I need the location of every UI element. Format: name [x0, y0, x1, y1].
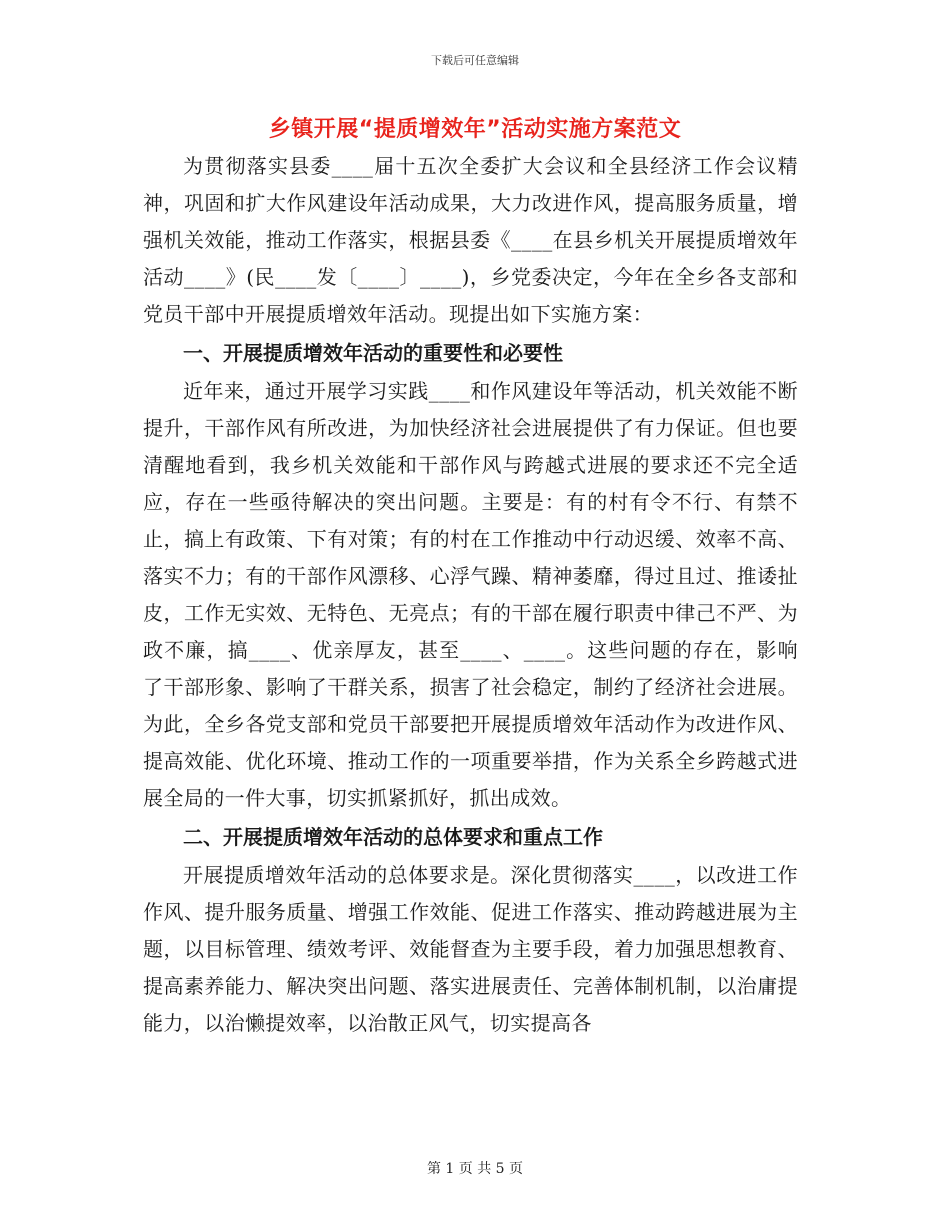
- section-2-paragraph: 开展提质增效年活动的总体要求是。深化贯彻落实____，以改进工作作风、提升服务质量、增强工作效能、促进工作落实、推动跨越进展为主题，以目标管理、绩效考评、效能督查为主要手段，着力加强思想教育、提高素养能力、解决突出问题、落实进展责任、完善体制机制，以治庸提能力，以治懒提效率，以治散正风气，切实提高各: [143, 863, 798, 1035]
- intro-paragraph: 为贯彻落实县委____届十五次全委扩大会议和全县经济工作会议精神，巩固和扩大作风建设年活动成果，大力改进作风，提高服务质量，增强机关效能，推动工作落实，根据县委《____在县乡机关开展提质增效年活动____》(民____发〔____〕____)，乡党委决定，今年在全乡各支部和党员干部中开展提质增效年活动。现提出如下实施方案：: [143, 154, 798, 326]
- document-body: [143, 148, 798, 1042]
- section-1-paragraph: 近年来，通过开展学习实践____和作风建设年等活动，机关效能不断提升，干部作风有所改进，为加快经济社会进展提供了有力保证。但也要清醒地看到，我乡机关效能和干部作风与跨越式进展的要求还不完全适应，存在一些亟待解决的突出问题。主要是：有的村有令不行、有禁不止，搞上有政策、下有对策；有的村在工作推动中行动迟缓、效率不高、落实不力；有的干部作风漂移、心浮气躁、精神萎靡，得过且过、推诿扯皮，工作无实效、无特色、无亮点；有的干部在履行职责中律己不严、为政不廉，搞____、优亲厚友，甚至____、____。这些问题的存在，影响了干部形象、影响了干群关系，损害了社会稳定，制约了经济社会进展。为此，全乡各党支部和党员干部要把开展提质增效年活动作为改进作风、提高效能、优化环境、推动工作的一项重要举措，作为关系全乡跨越式进展全局的一件大事，切实抓紧抓好，抓出成效。: [143, 379, 798, 810]
- header-note: 下载后可任意编辑: [431, 54, 519, 67]
- page-number: 第 1 页 共 5 页: [426, 1161, 524, 1177]
- document-title: 乡镇开展“提质增效年”活动实施方案范文: [268, 117, 682, 142]
- section-heading-2: 二、开展提质增效年活动的总体要求和重点工作: [183, 825, 603, 849]
- section-heading-1: 一、开展提质增效年活动的重要性和必要性: [183, 341, 563, 365]
